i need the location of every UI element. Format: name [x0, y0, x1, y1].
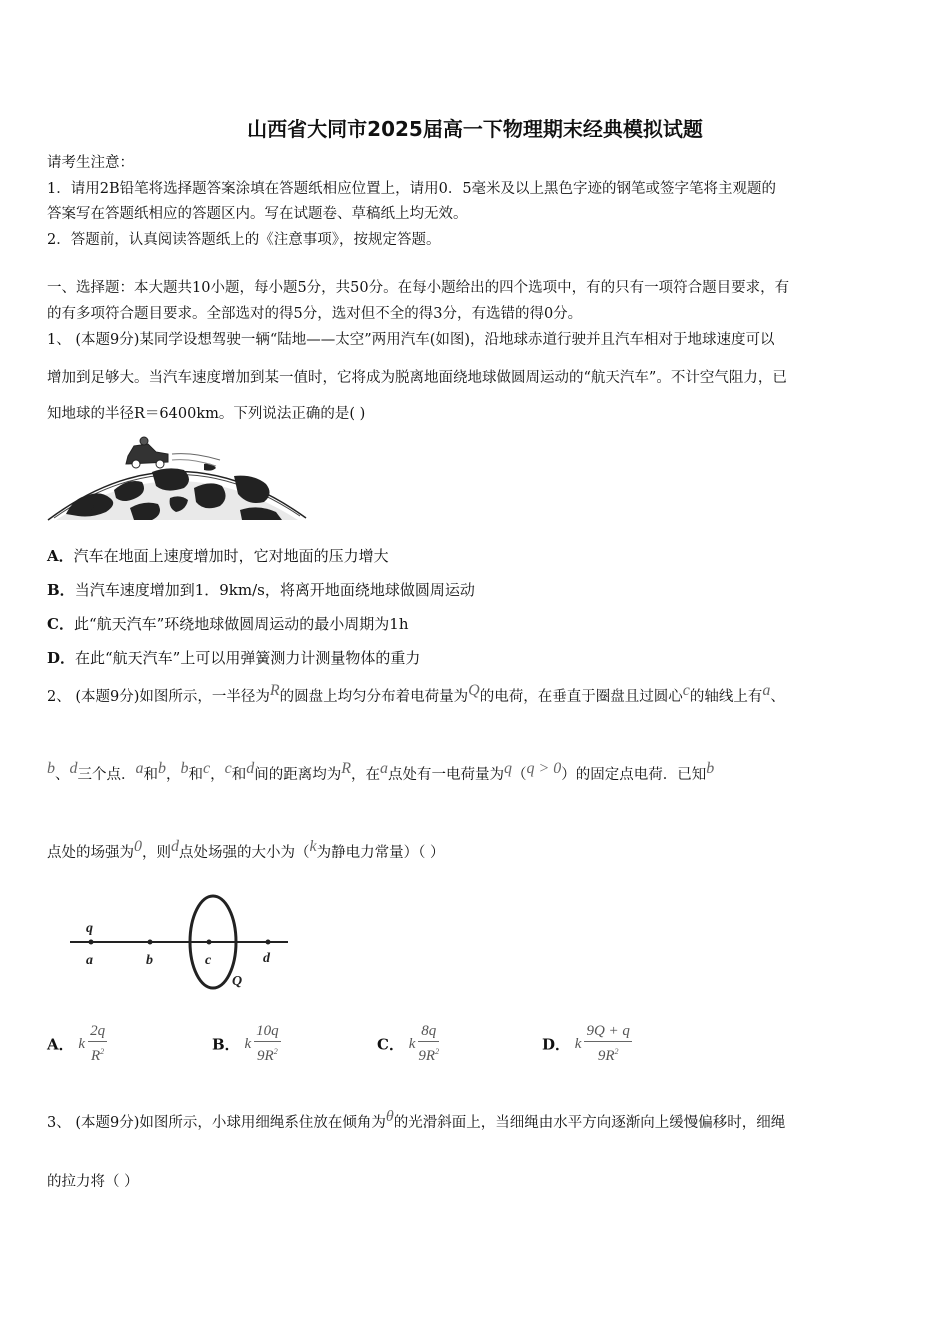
q2-text: 和	[231, 766, 247, 783]
q2-option-a-k: k	[78, 1035, 86, 1052]
label-Q: Q	[232, 974, 243, 989]
q2-option-b-den-base: 9R	[257, 1048, 274, 1064]
q2-option-d-den-base: 9R	[597, 1048, 615, 1064]
section-intro-line-2: 的有多项符合题目要求。全部选对的得5分，选对但不全的得3分，有选错的得0分。	[47, 306, 583, 322]
q2-option-d-denominator	[584, 1042, 631, 1066]
q2-option-a-label: A．	[47, 1035, 74, 1054]
q2-symbol: c	[224, 760, 232, 777]
notice-line-2: 2．答题前，认真阅读答题纸上的《注意事项》，按规定答题。	[47, 232, 441, 248]
q2-symbol: k	[309, 838, 317, 855]
q2-line-1	[47, 682, 785, 706]
q2-text: 为静电力常量）（ ）	[316, 844, 445, 861]
q2-option-a-fraction	[88, 1022, 107, 1066]
q2-option-d	[542, 1022, 632, 1066]
q2-option-b-fraction	[254, 1022, 281, 1066]
q2-option-d-label: D．	[542, 1035, 571, 1054]
q2-text: 间的距离均为	[254, 766, 342, 783]
q2-text: ，则	[142, 844, 171, 861]
q2-symbol: c	[682, 682, 690, 699]
q1-line-3: 知地球的半径R＝6400km。下列说法正确的是( )	[47, 406, 366, 422]
q1-option-b-text: 当汽车速度增加到1．9km/s，将离开地面绕地球做圆周运动	[74, 581, 475, 599]
q2-option-a	[47, 1022, 107, 1066]
q2-text: 的圆盘上均匀分布着电荷量为	[279, 688, 469, 705]
q1-option-c-label: C．	[47, 615, 74, 633]
q2-option-c-denominator	[418, 1042, 439, 1066]
q2-option-a-denominator	[88, 1042, 107, 1066]
q2-symbol: d	[69, 760, 78, 777]
q2-text: 点处场强的大小为（	[179, 844, 310, 861]
q1-line-2: 增加到足够大。当汽车速度增加到某一值时，它将成为脱离地面绕地球做圆周运动的“航天汽车”。不计空气阻力，已	[47, 370, 787, 386]
point-a	[89, 940, 94, 945]
q2-symbol: R	[341, 760, 351, 777]
q2-symbol: d	[246, 760, 255, 777]
q2-option-a-den-base: R	[91, 1048, 101, 1064]
q1-option-b-label: B．	[47, 581, 75, 599]
q2-option-b	[212, 1022, 281, 1066]
q2-text: 和	[188, 766, 203, 783]
label-c: c	[205, 953, 212, 968]
earth-car-figure	[44, 432, 309, 524]
q2-option-d-exponent: 2	[614, 1047, 619, 1056]
q2-option-d-numerator: 9Q + q	[584, 1022, 631, 1042]
q2-option-c-label: C．	[377, 1035, 404, 1054]
label-d: d	[263, 951, 270, 966]
q3-text: 3、 (本题9分)如图所示，小球用细绳系住放在倾角为	[47, 1114, 386, 1131]
q2-option-b-numerator: 10q	[254, 1022, 281, 1042]
notice-heading: 请考生注意：	[47, 155, 134, 171]
q1-option-b	[47, 579, 475, 600]
q2-option-b-k: k	[244, 1035, 252, 1052]
q2-option-d-fraction	[584, 1022, 631, 1066]
q2-text: 点处的场强为	[47, 844, 134, 861]
q2-option-c	[377, 1022, 439, 1066]
q2-text: 的轴线上有	[689, 688, 763, 705]
q2-text: ，	[210, 766, 225, 783]
q2-text: ）的固定点电荷．已知	[561, 766, 707, 783]
q1-line-1: 1、 (本题9分)某同学设想驾驶一辆“陆地——太空”两用汽车(如图)，沿地球赤道行驶并且汽车相对于地球速度可以	[47, 332, 775, 348]
q2-symbol: b	[158, 760, 166, 777]
q2-line-2	[47, 760, 714, 784]
q1-option-d	[47, 647, 420, 668]
q2-option-b-label: B．	[212, 1035, 240, 1054]
q2-text: 2、 (本题9分)如图所示，一半径为	[47, 688, 270, 705]
q3-line-2: 的拉力将（ ）	[47, 1174, 139, 1190]
q2-symbol: b	[180, 760, 189, 777]
q2-text: 、	[55, 766, 70, 783]
q1-option-a-text: 汽车在地面上速度增加时，它对地面的压力增大	[73, 547, 389, 565]
q2-option-c-den-base: 9R	[418, 1048, 436, 1064]
q2-symbol: Q	[468, 682, 480, 699]
q2-text: 三个点．	[77, 766, 136, 783]
label-a: a	[86, 953, 93, 968]
q2-symbol: q	[504, 760, 512, 777]
disk-charge-figure	[66, 888, 296, 1000]
q2-line-3	[47, 838, 444, 862]
q3-text: 的光滑斜面上，当细绳由水平方向逐渐向上缓慢偏移时，细绳	[393, 1114, 786, 1131]
point-b	[148, 940, 153, 945]
label-q: q	[86, 921, 93, 936]
page-title: 山西省大同市2025届高一下物理期末经典模拟试题	[247, 117, 703, 141]
q2-option-a-exponent: 2	[100, 1047, 105, 1056]
label-b: b	[146, 953, 153, 968]
q3-symbol-theta: θ	[385, 1108, 394, 1125]
q2-symbol: b	[706, 760, 715, 777]
q2-option-b-denominator	[254, 1042, 281, 1066]
q2-text: 、	[770, 688, 785, 705]
q2-text: ，	[166, 766, 181, 783]
notice-line-1a: 1．请用2B铅笔将选择题答案涂填在答题纸相应位置上，请用0．5毫米及以上黑色字迹的钢笔或签字笔将主观题的	[47, 181, 777, 197]
notice-line-1b: 答案写在答题纸相应的答题区内。写在试题卷、草稿纸上均无效。	[47, 206, 468, 222]
q2-option-a-numerator: 2q	[88, 1022, 107, 1042]
q2-option-c-exponent: 2	[435, 1047, 440, 1056]
q2-text: 的电荷，在垂直于圈盘且过圆心	[479, 688, 683, 705]
q2-text: 和	[143, 766, 158, 783]
q2-option-d-k: k	[574, 1035, 582, 1052]
q1-option-a	[47, 545, 389, 566]
q2-symbol: a	[762, 682, 771, 699]
point-c	[207, 940, 212, 945]
q2-symbol: d	[171, 838, 179, 855]
q2-symbol: R	[269, 682, 280, 699]
q2-symbol: c	[203, 760, 211, 777]
q2-symbol: a	[135, 760, 144, 777]
q2-text: ，在	[351, 766, 380, 783]
q1-option-d-text: 在此“航天汽车”上可以用弹簧测力计测量物体的重力	[75, 649, 421, 667]
q1-option-d-label: D．	[47, 649, 76, 667]
point-d	[266, 940, 271, 945]
q2-option-c-fraction	[418, 1022, 439, 1066]
q2-option-b-exponent: 2	[273, 1047, 278, 1056]
q1-option-c-text: 此“航天汽车”环绕地球做圆周运动的最小周期为1h	[73, 615, 409, 633]
q2-symbol: b	[47, 760, 55, 777]
q1-option-c	[47, 613, 409, 634]
q2-text: 点处有一电荷量为	[388, 766, 504, 783]
q2-option-c-k: k	[408, 1035, 416, 1052]
q1-option-a-label: A．	[47, 547, 74, 565]
q2-symbol: a	[380, 760, 388, 777]
section-intro-line-1: 一、选择题：本大题共10小题，每小题5分，共50分。在每小题给出的四个选项中，有的只有一项符合题目要求，有	[47, 280, 790, 296]
q2-option-c-numerator: 8q	[418, 1022, 439, 1042]
q3-line-1	[47, 1108, 785, 1132]
q2-text: （	[512, 766, 527, 783]
q2-symbol: 0	[134, 838, 142, 855]
q2-symbol: q > 0	[526, 760, 562, 777]
